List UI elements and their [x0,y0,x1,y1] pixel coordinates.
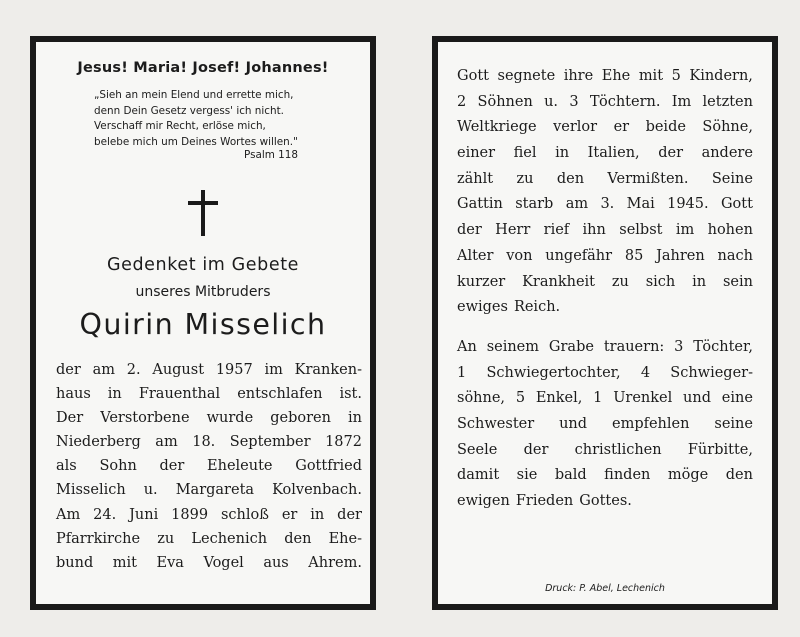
word: starb [515,196,554,213]
text-line [56,503,362,527]
word: und [559,415,588,432]
psalm-line: belebe mich um Deines Wortes willen." [94,135,298,148]
word: verlor [553,119,598,136]
word: in [555,145,570,162]
psalm-quote [94,88,298,150]
word: den [284,530,312,547]
word: Ahrem. [308,554,362,571]
word: Weltkriege [457,119,537,136]
psalm-reference: Psalm 118 [243,149,298,161]
word: sein [722,273,753,290]
memorial-subheading: unseres Mitbruders [135,284,271,300]
word: Ehe- [328,530,362,547]
word: Eva [156,554,184,571]
text-line [457,361,753,387]
word: der [159,458,185,475]
word: selbst [619,222,663,239]
text-line [56,551,362,575]
word: 1 [457,364,467,381]
word: Frauenthal [138,386,221,403]
word: 1945. [667,196,709,213]
cross-icon [188,190,218,236]
word: in [347,410,362,427]
word: Pfarrkirche [56,530,141,547]
word: 3. [600,196,615,213]
text-line [457,192,753,218]
word: ist. [339,386,362,403]
word: ewiges [457,299,508,316]
word: den [725,467,753,484]
word: 5 [671,68,681,84]
word: entschlafen [237,386,323,403]
word: Schwester [457,415,535,432]
word: 4 [640,364,651,381]
word: Misselich [56,482,126,499]
text-line [56,527,362,551]
word: 24. [93,506,117,523]
word: der [658,145,684,162]
word: Reich. [513,299,561,316]
word: 1899 [171,506,209,523]
word: zu [516,170,534,187]
word: Gottfried [295,458,362,475]
word: seinem [486,338,540,355]
word: sie [516,467,538,484]
word: er [281,506,298,523]
deceased-name: Quirin Misselich [79,308,327,341]
word: segnete [497,68,556,84]
word: christlichen [574,441,662,458]
text-line [56,382,362,406]
word: in [692,273,707,290]
paragraph-gap [457,321,753,335]
word: Frieden [515,493,574,509]
word: Gattin [457,196,503,213]
word: in [310,506,325,523]
word: Ehe [601,68,631,84]
word: mit [638,68,664,84]
text-line [457,167,753,193]
word: einer [457,145,496,162]
word: Gottes. [579,493,632,509]
left-panel [30,36,376,610]
word: 3 [569,93,579,110]
word: mit [112,554,137,571]
text-line [457,218,753,244]
text-line [457,489,753,515]
word: am [155,434,178,451]
word: andere [701,145,753,162]
word: finden [604,467,651,484]
word: beide [645,119,686,136]
invocation-heading: Jesus! Maria! Josef! Johannes! [77,60,329,76]
word: Jahren [656,247,705,264]
word: sich [645,273,676,290]
word: und [683,390,712,407]
word: nach [717,247,753,264]
word: der [523,441,549,458]
biography-text [56,358,362,575]
word: 1872 [325,434,362,451]
word: Söhnen [477,93,533,110]
word: An [457,338,477,355]
word: Im [671,93,692,110]
text-line [457,141,753,167]
word: eine [721,390,753,407]
word: der [337,506,362,523]
word: Der [56,410,84,427]
word: bald [554,467,587,484]
word: ihn [582,222,606,239]
word: 1957 [215,362,253,378]
text-line [457,438,753,464]
word: zu [157,530,175,547]
word: rief [543,222,570,239]
word: 3 [674,338,684,355]
word: empfehlen [611,415,690,432]
text-line [457,412,753,438]
word: aus [263,554,289,571]
printer-credit: Druck: P. Abel, Lechenich [545,583,665,594]
word: Gott [457,68,489,84]
text-line [457,335,753,361]
word: Urenkel [613,390,673,407]
word: letzten [702,93,753,110]
word: als [56,458,77,475]
text-line [457,295,753,321]
word: Seine [711,170,753,187]
memorial-heading: Gedenket im Gebete [106,255,300,275]
word: 5 [515,390,526,407]
word: in [107,386,122,403]
word: Alter [457,247,494,264]
word: damit [457,467,500,484]
word: ungefähr [545,247,613,264]
word: u. [143,482,158,499]
word: Kolvenbach. [272,482,362,499]
text-line [457,90,753,116]
word: bund [56,554,94,571]
word: 2 [457,93,467,110]
word: zu [611,273,629,290]
word: Juni [129,506,159,523]
word: seine [714,415,753,432]
psalm-line: Verschaff mir Recht, erlöse mich, [94,120,266,132]
psalm-line: denn Dein Gesetz vergess' ich nicht. [94,104,284,117]
word: wurde [206,410,254,427]
word: 1 [593,390,603,407]
word: September [229,434,311,451]
word: geboren [270,410,331,427]
word: Verstorbene [100,410,190,427]
word: Töchter, [693,338,753,355]
word: Grabe [548,338,594,355]
word: 2. [126,362,141,378]
word: hohen [707,222,753,239]
word: Gott [720,196,753,213]
word: von [506,247,533,264]
word: der [457,222,482,239]
word: Söhne, [702,119,753,136]
right-panel [432,36,778,610]
word: Am [56,506,81,523]
text-line [457,244,753,270]
word: 18. [192,434,216,451]
text-line [457,115,753,141]
word: Vogel [203,554,244,571]
word: im [264,362,283,378]
word: Schwiegertochter, [486,364,621,381]
word: Mai [626,196,655,213]
text-line [56,454,362,478]
text-line [56,478,362,502]
text-line [56,358,362,382]
word: möge [667,467,709,484]
text-line [457,463,753,489]
word: ihre [563,68,594,84]
text-line [56,406,362,430]
word: Lechenich [191,530,268,547]
word: u. [544,93,559,110]
word: Enkel, [535,390,583,407]
word: am [92,362,115,378]
word: Italien, [587,145,640,162]
word: Schwieger- [670,364,753,381]
word: kurzer [457,273,506,290]
word: Kindern, [689,68,753,84]
word: söhne, [457,390,506,407]
word: Seele [457,441,498,458]
word: Töchtern. [589,93,661,110]
word: der [56,362,81,378]
word: am [565,196,589,213]
word: Vermißten. [607,170,689,187]
word: 85 [624,247,644,264]
word: fiel [513,145,537,162]
word: schloß [220,506,269,523]
word: Fürbitte, [687,441,753,458]
word: Eheleute [207,458,273,475]
word: den [556,170,585,187]
word: zählt [457,170,494,187]
word: trauern: [603,338,665,355]
text-line [457,64,753,90]
text-line [56,430,362,454]
word: Sohn [99,458,137,475]
word: Herr [495,222,531,239]
word: Kranken- [294,362,362,378]
text-line [457,386,753,412]
word: im [675,222,695,239]
family-text [457,64,753,515]
word: Krankheit [522,273,595,290]
word: Margareta [175,482,255,499]
psalm-line: „Sieh an mein Elend und errette mich, [94,89,294,101]
word: ewigen [457,493,510,509]
word: haus [56,386,91,403]
word: August [152,362,205,378]
text-line [457,270,753,296]
word: Niederberg [56,434,141,451]
word: er [613,119,630,136]
